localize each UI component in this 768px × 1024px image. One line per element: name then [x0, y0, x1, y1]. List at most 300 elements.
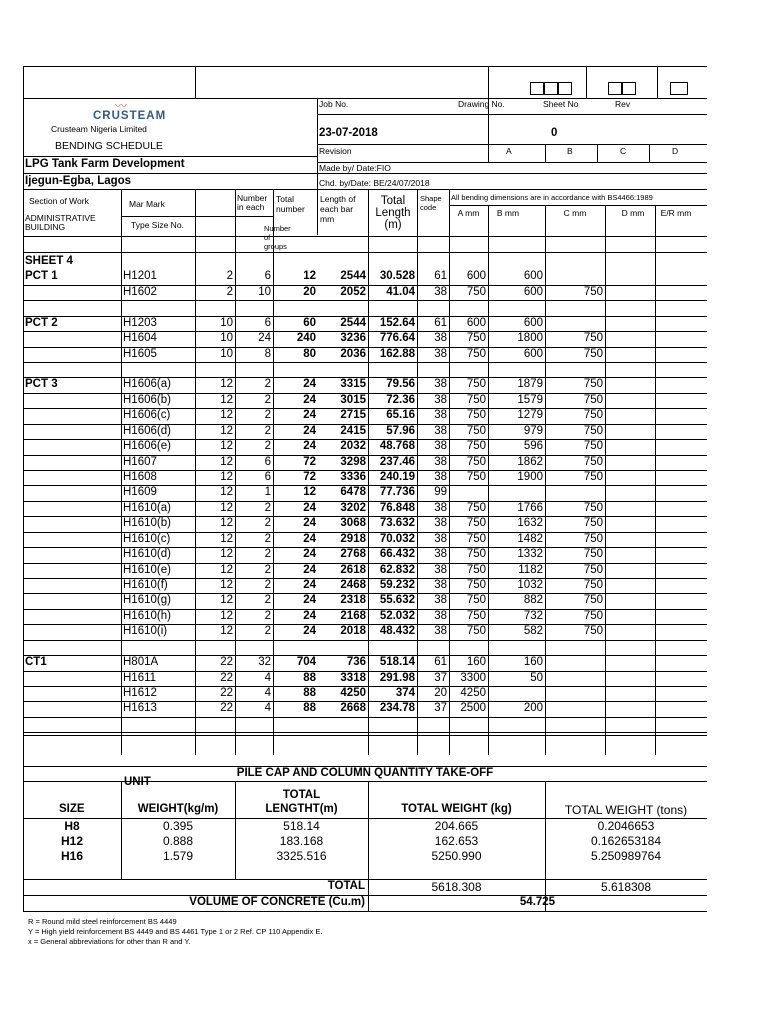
sheet-heading: SHEET 4: [25, 255, 73, 267]
cell-len: 2544: [340, 270, 366, 283]
checked-by: Chd. by/Date: BE/24/07/2018: [319, 178, 430, 188]
rev-label: Rev: [615, 99, 631, 109]
cell-len: 3336: [340, 471, 366, 484]
cell-no-each: 2: [264, 440, 271, 453]
row-rule: [23, 640, 707, 641]
cell-size: 12: [220, 455, 233, 468]
cell-no-each: 2: [264, 424, 271, 437]
cell-a: 750: [466, 563, 486, 576]
table-row: [23, 501, 707, 516]
cell-tlen: 72.36: [386, 393, 415, 406]
cell-len: 2036: [340, 347, 366, 360]
cell-tlen: 55.632: [379, 594, 415, 607]
cell-total: 24: [303, 501, 316, 514]
table-row: [23, 269, 707, 284]
cell-c: 750: [583, 609, 603, 622]
cell-size: 12: [220, 563, 233, 576]
cell-c: 750: [583, 424, 603, 437]
cell-a: 2500: [460, 702, 486, 715]
cell-c: 750: [583, 471, 603, 484]
cell-size: 12: [220, 579, 233, 592]
cell-no-each: 2: [264, 609, 271, 622]
cell-tlen: 77.736: [379, 486, 415, 499]
cell-no-each: 24: [258, 332, 271, 345]
cell-mark: H1604: [123, 332, 157, 345]
cell-tlen: 776.64: [379, 332, 415, 345]
made-by: Made by/ Date:FIO: [319, 163, 391, 173]
cell-mark: H1613: [123, 702, 157, 715]
cell-total: 12: [303, 270, 316, 283]
table-row: [23, 609, 707, 624]
cell-total: 24: [303, 548, 316, 561]
cell-c: 750: [583, 532, 603, 545]
cell-shape: 37: [434, 671, 447, 684]
takeoff-cell-tons: 0.162653184: [590, 834, 662, 848]
takeoff-row: [23, 834, 707, 849]
row-rule: [23, 362, 707, 363]
cell-mark: H1201: [123, 270, 157, 283]
cell-tlen: 59.232: [379, 579, 415, 592]
cell-tlen: 518.14: [379, 656, 415, 669]
cell-a: 750: [466, 393, 486, 406]
group-name: PCT 2: [25, 316, 58, 329]
cell-len: 3236: [340, 332, 366, 345]
cell-total: 88: [303, 671, 316, 684]
cell-tlen: 374: [395, 687, 415, 700]
cell-b: 600: [523, 347, 543, 360]
total-weight-kg-header: TOTAL WEIGHT (kg): [401, 803, 512, 815]
cell-no-each: 6: [264, 316, 271, 329]
cell-len: 2668: [340, 702, 366, 715]
cell-total: 24: [303, 378, 316, 391]
cell-total: 24: [303, 594, 316, 607]
section-value: ADMINISTRATIVE BUILDING: [25, 213, 96, 232]
table-row: [23, 455, 707, 470]
dim-b-label: B mm: [496, 208, 520, 218]
cell-size: 12: [220, 471, 233, 484]
cell-b: 582: [523, 625, 543, 638]
takeoff-cell-size: H8: [64, 819, 80, 833]
cell-b: 979: [523, 424, 543, 437]
cell-shape: 99: [434, 486, 447, 499]
revision-label: Revision: [319, 146, 352, 156]
cell-no-each: 2: [264, 393, 271, 406]
table-row: [23, 655, 707, 670]
unit-weight-header: WEIGHT(kg/m): [137, 803, 219, 815]
cell-len: 4250: [340, 687, 366, 700]
cell-tlen: 62.832: [379, 563, 415, 576]
cell-tlen: 237.46: [379, 455, 415, 468]
cell-no-each: 2: [264, 625, 271, 638]
cell-b: 600: [523, 270, 543, 283]
cell-tlen: 48.432: [379, 625, 415, 638]
cell-len: 2715: [340, 409, 366, 422]
cell-b: 1862: [517, 455, 543, 468]
cell-b: 1800: [517, 332, 543, 345]
cell-len: 736: [346, 656, 366, 669]
cell-size: 12: [220, 548, 233, 561]
cell-b: 1332: [517, 548, 543, 561]
cell-shape: 38: [434, 579, 447, 592]
group-name: PCT 3: [25, 378, 58, 391]
cell-shape: 38: [434, 393, 447, 406]
cell-shape: 38: [434, 378, 447, 391]
cell-size: 12: [220, 501, 233, 514]
cell-a: 160: [466, 656, 486, 669]
table-row: [23, 563, 707, 578]
cell-tlen: 152.64: [379, 316, 415, 329]
cell-size: 12: [220, 378, 233, 391]
cell-b: 200: [523, 702, 543, 715]
cell-total: 60: [303, 316, 316, 329]
cell-mark: H1606(e): [123, 440, 171, 453]
cell-shape: 38: [434, 609, 447, 622]
cell-shape: 38: [434, 471, 447, 484]
cell-mark: H1605: [123, 347, 157, 360]
cell-len: 3318: [340, 671, 366, 684]
cell-a: 750: [466, 532, 486, 545]
cell-a: 4250: [460, 687, 486, 700]
cell-no-each: 2: [264, 409, 271, 422]
takeoff-cell-kg: 162.653: [434, 834, 479, 848]
cell-tlen: 52.032: [379, 609, 415, 622]
cell-a: 750: [466, 332, 486, 345]
cell-len: 2544: [340, 316, 366, 329]
cell-b: 600: [523, 285, 543, 298]
table-row: [23, 316, 707, 331]
cell-size: 10: [220, 316, 233, 329]
cell-mark: H1611: [123, 671, 157, 684]
company-name: Crusteam Nigeria Limited: [51, 124, 147, 134]
cell-no-each: 2: [264, 548, 271, 561]
takeoff-cell-unit: 0.395: [162, 819, 194, 833]
row-rule: [23, 732, 707, 733]
cell-no-each: 2: [264, 579, 271, 592]
project-name: LPG Tank Farm Development: [25, 158, 185, 170]
cell-total: 24: [303, 393, 316, 406]
cell-tlen: 48.768: [379, 440, 415, 453]
section-of-work-label: Section of Work: [29, 196, 89, 206]
cell-size: 12: [220, 517, 233, 530]
cell-no-each: 8: [264, 347, 271, 360]
cell-tlen: 73.632: [379, 517, 415, 530]
cell-tlen: 291.98: [379, 671, 415, 684]
cell-mark: H1606(a): [123, 378, 171, 391]
takeoff-cell-tons: 0.2046653: [597, 819, 655, 833]
takeoff-cell-size: H16: [60, 849, 83, 863]
takeoff-cell-length: 3325.516: [276, 849, 327, 863]
table-row: [23, 686, 707, 701]
cell-a: 3300: [460, 671, 486, 684]
cell-c: 750: [583, 378, 603, 391]
cell-total: 88: [303, 702, 316, 715]
table-row: [23, 347, 707, 362]
table-row: [23, 393, 707, 408]
cell-b: 1482: [517, 532, 543, 545]
cell-tlen: 79.56: [386, 378, 415, 391]
cell-len: 2318: [340, 594, 366, 607]
dim-d-label: D mm: [621, 208, 645, 218]
cell-len: 2168: [340, 609, 366, 622]
cell-size: 22: [220, 671, 233, 684]
cell-a: 750: [466, 378, 486, 391]
table-row: [23, 532, 707, 547]
total-kg: 5618.308: [431, 880, 482, 894]
cell-size: 12: [220, 532, 233, 545]
cell-no-each: 2: [264, 563, 271, 576]
cell-tlen: 57.96: [386, 424, 415, 437]
cell-total: 24: [303, 609, 316, 622]
takeoff-title: PILE CAP AND COLUMN QUANTITY TAKE-OFF: [236, 767, 494, 779]
total-number-label: Total number: [276, 194, 305, 214]
type-size-label: Type Size No.: [131, 220, 184, 230]
cell-b: 1632: [517, 517, 543, 530]
total-label: TOTAL: [327, 880, 365, 892]
cell-a: 750: [466, 548, 486, 561]
cell-no-each: 2: [264, 594, 271, 607]
cell-size: 2: [226, 285, 233, 298]
total-length-header: LENGTHT(m): [265, 803, 338, 815]
cell-len: 2618: [340, 563, 366, 576]
cell-shape: 38: [434, 424, 447, 437]
cell-shape: 38: [434, 440, 447, 453]
cell-no-each: 1: [264, 486, 271, 499]
cell-size: 12: [220, 440, 233, 453]
sheet-heading-row: [23, 254, 707, 269]
cell-c: 750: [583, 594, 603, 607]
cell-len: 3202: [340, 501, 366, 514]
table-row: [23, 485, 707, 500]
cell-shape: 38: [434, 347, 447, 360]
cell-a: 750: [466, 579, 486, 592]
cell-b: 1900: [517, 471, 543, 484]
cell-tlen: 162.88: [379, 347, 415, 360]
cell-shape: 38: [434, 285, 447, 298]
cell-a: 750: [466, 424, 486, 437]
cell-a: 750: [466, 609, 486, 622]
cell-len: 2018: [340, 625, 366, 638]
cell-no-each: 6: [264, 471, 271, 484]
cell-size: 22: [220, 656, 233, 669]
dim-er-label: E/R mm: [660, 208, 692, 218]
cell-shape: 37: [434, 702, 447, 715]
cell-a: 600: [466, 270, 486, 283]
cell-a: 750: [466, 501, 486, 514]
cell-len: 3315: [340, 378, 366, 391]
cell-mark: H1610(i): [123, 625, 168, 638]
table-row: [23, 671, 707, 686]
cell-shape: 38: [434, 563, 447, 576]
cell-mark: H1610(e): [123, 563, 171, 576]
table-row: [23, 470, 707, 485]
cell-no-each: 2: [264, 517, 271, 530]
drawing-no-label: Drawing No.: [458, 99, 505, 109]
cell-len: 3015: [340, 393, 366, 406]
cell-mark: H1203: [123, 316, 157, 329]
cell-c: 750: [583, 579, 603, 592]
cell-total: 704: [296, 656, 316, 669]
concrete-label: VOLUME OF CONCRETE (Cu.m): [189, 896, 365, 908]
cell-c: 750: [583, 548, 603, 561]
cell-shape: 38: [434, 548, 447, 561]
cell-shape: 38: [434, 517, 447, 530]
cell-a: 750: [466, 285, 486, 298]
company-logo: CRUSTEAM: [93, 110, 167, 122]
cell-b: 882: [523, 594, 543, 607]
takeoff-cell-size: H12: [60, 834, 83, 848]
table-row: [23, 516, 707, 531]
table-row: [23, 593, 707, 608]
job-no-label: Job No.: [319, 99, 349, 109]
cell-shape: 38: [434, 455, 447, 468]
cell-no-each: 4: [264, 671, 271, 684]
length-each-label: Length of each bar mm: [320, 194, 356, 224]
cell-size: 22: [220, 702, 233, 715]
cell-c: 750: [583, 517, 603, 530]
groups-note: Number of groups: [264, 224, 291, 251]
group-name: PCT 1: [25, 270, 58, 283]
cell-tlen: 240.19: [379, 471, 415, 484]
total-length-label: Total Length (m): [375, 195, 411, 231]
cell-mark: H1607: [123, 455, 157, 468]
cell-b: 160: [523, 656, 543, 669]
rev-col-c: C: [620, 146, 627, 156]
size-header: SIZE: [59, 803, 85, 815]
cell-total: 24: [303, 424, 316, 437]
cell-no-each: 6: [264, 270, 271, 283]
cell-no-each: 2: [264, 501, 271, 514]
cell-size: 10: [220, 332, 233, 345]
cell-shape: 38: [434, 625, 447, 638]
cell-mark: H801A: [123, 656, 159, 669]
cell-b: 1766: [517, 501, 543, 514]
cell-mark: H1602: [123, 285, 157, 298]
cell-size: 12: [220, 409, 233, 422]
cell-mark: H1610(b): [123, 517, 171, 530]
cell-c: 750: [583, 285, 603, 298]
cell-shape: 38: [434, 409, 447, 422]
cell-no-each: 10: [258, 285, 271, 298]
sheet-no-label: Sheet No: [543, 99, 579, 109]
cell-c: 750: [583, 393, 603, 406]
cell-len: 3068: [340, 517, 366, 530]
cell-mark: H1606(d): [123, 424, 171, 437]
cell-len: 2468: [340, 579, 366, 592]
cell-a: 750: [466, 347, 486, 360]
cell-size: 12: [220, 486, 233, 499]
cell-mark: H1610(g): [123, 594, 171, 607]
cell-mark: H1610(h): [123, 609, 171, 622]
concrete-value: 54.725: [519, 896, 556, 908]
cell-b: 1879: [517, 378, 543, 391]
total-tons: 5.618308: [600, 880, 652, 894]
cell-len: 2768: [340, 548, 366, 561]
cell-len: 2918: [340, 532, 366, 545]
cell-shape: 38: [434, 532, 447, 545]
takeoff-cell-unit: 0.888: [162, 834, 194, 848]
rev-value: 0: [551, 127, 558, 139]
table-row: [23, 377, 707, 392]
note-y: Y = High yield reinforcement BS 4449 and BS 4461 Type 1 or 2 Ref. CP 110 Appendix E.: [28, 927, 323, 936]
takeoff-cell-tons: 5.250989764: [590, 849, 662, 863]
date-value: 23-07-2018: [319, 127, 378, 139]
cell-len: 6478: [340, 486, 366, 499]
cell-total: 80: [303, 347, 316, 360]
unit-label-top: UNIT: [124, 776, 151, 788]
cell-c: 750: [583, 347, 603, 360]
cell-mark: H1606(c): [123, 409, 171, 422]
cell-no-each: 4: [264, 702, 271, 715]
cell-shape: 38: [434, 501, 447, 514]
cell-total: 24: [303, 563, 316, 576]
dim-a-label: A mm: [457, 208, 480, 218]
cell-c: 750: [583, 440, 603, 453]
cell-len: 2415: [340, 424, 366, 437]
cell-b: 1182: [518, 563, 543, 576]
cell-shape: 61: [434, 270, 447, 283]
table-row: [23, 578, 707, 593]
cell-tlen: 234.78: [379, 702, 415, 715]
cell-c: 750: [583, 563, 603, 576]
note-x: x = General abbreviations for other than R and Y.: [28, 937, 191, 946]
rev-col-d: D: [672, 146, 679, 156]
cell-total: 24: [303, 532, 316, 545]
cell-tlen: 41.04: [386, 285, 415, 298]
cell-total: 240: [296, 332, 316, 345]
takeoff-cell-length: 518.14: [283, 819, 320, 833]
cell-total: 88: [303, 687, 316, 700]
cell-shape: 38: [434, 332, 447, 345]
cell-mark: H1609: [123, 486, 157, 499]
cell-size: 22: [220, 687, 233, 700]
cell-total: 24: [303, 440, 316, 453]
project-location: Ijegun-Egba, Lagos: [25, 175, 132, 187]
note-r: R = Round mild steel reinforcement BS 4449: [28, 917, 177, 926]
table-row: [23, 547, 707, 562]
cell-shape: 61: [434, 656, 447, 669]
cell-shape: 38: [434, 594, 447, 607]
cell-tlen: 65.16: [386, 409, 415, 422]
table-row: [23, 408, 707, 423]
cell-mark: H1606(b): [123, 393, 171, 406]
total-length-top: TOTAL: [282, 789, 321, 801]
cell-size: 12: [220, 424, 233, 437]
dim-c-label: C mm: [563, 208, 587, 218]
table-row: [23, 439, 707, 454]
cell-mark: H1612: [123, 687, 157, 700]
table-row: [23, 624, 707, 639]
cell-shape: 61: [434, 316, 447, 329]
cell-total: 12: [303, 486, 316, 499]
cell-b: 732: [523, 609, 543, 622]
cell-len: 2032: [340, 440, 366, 453]
cell-a: 750: [466, 517, 486, 530]
cell-total: 72: [303, 471, 316, 484]
cell-shape: 20: [434, 687, 447, 700]
cell-mark: H1610(f): [123, 579, 168, 592]
cell-a: 600: [466, 316, 486, 329]
table-row: [23, 331, 707, 346]
doc-title: BENDING SCHEDULE: [55, 140, 163, 152]
cell-tlen: 70.032: [379, 532, 415, 545]
cell-total: 24: [303, 625, 316, 638]
table-row: [23, 285, 707, 300]
cell-b: 1279: [517, 409, 543, 422]
cell-no-each: 32: [258, 656, 271, 669]
cell-tlen: 66.432: [379, 548, 415, 561]
cell-a: 750: [466, 594, 486, 607]
cell-no-each: 2: [264, 532, 271, 545]
